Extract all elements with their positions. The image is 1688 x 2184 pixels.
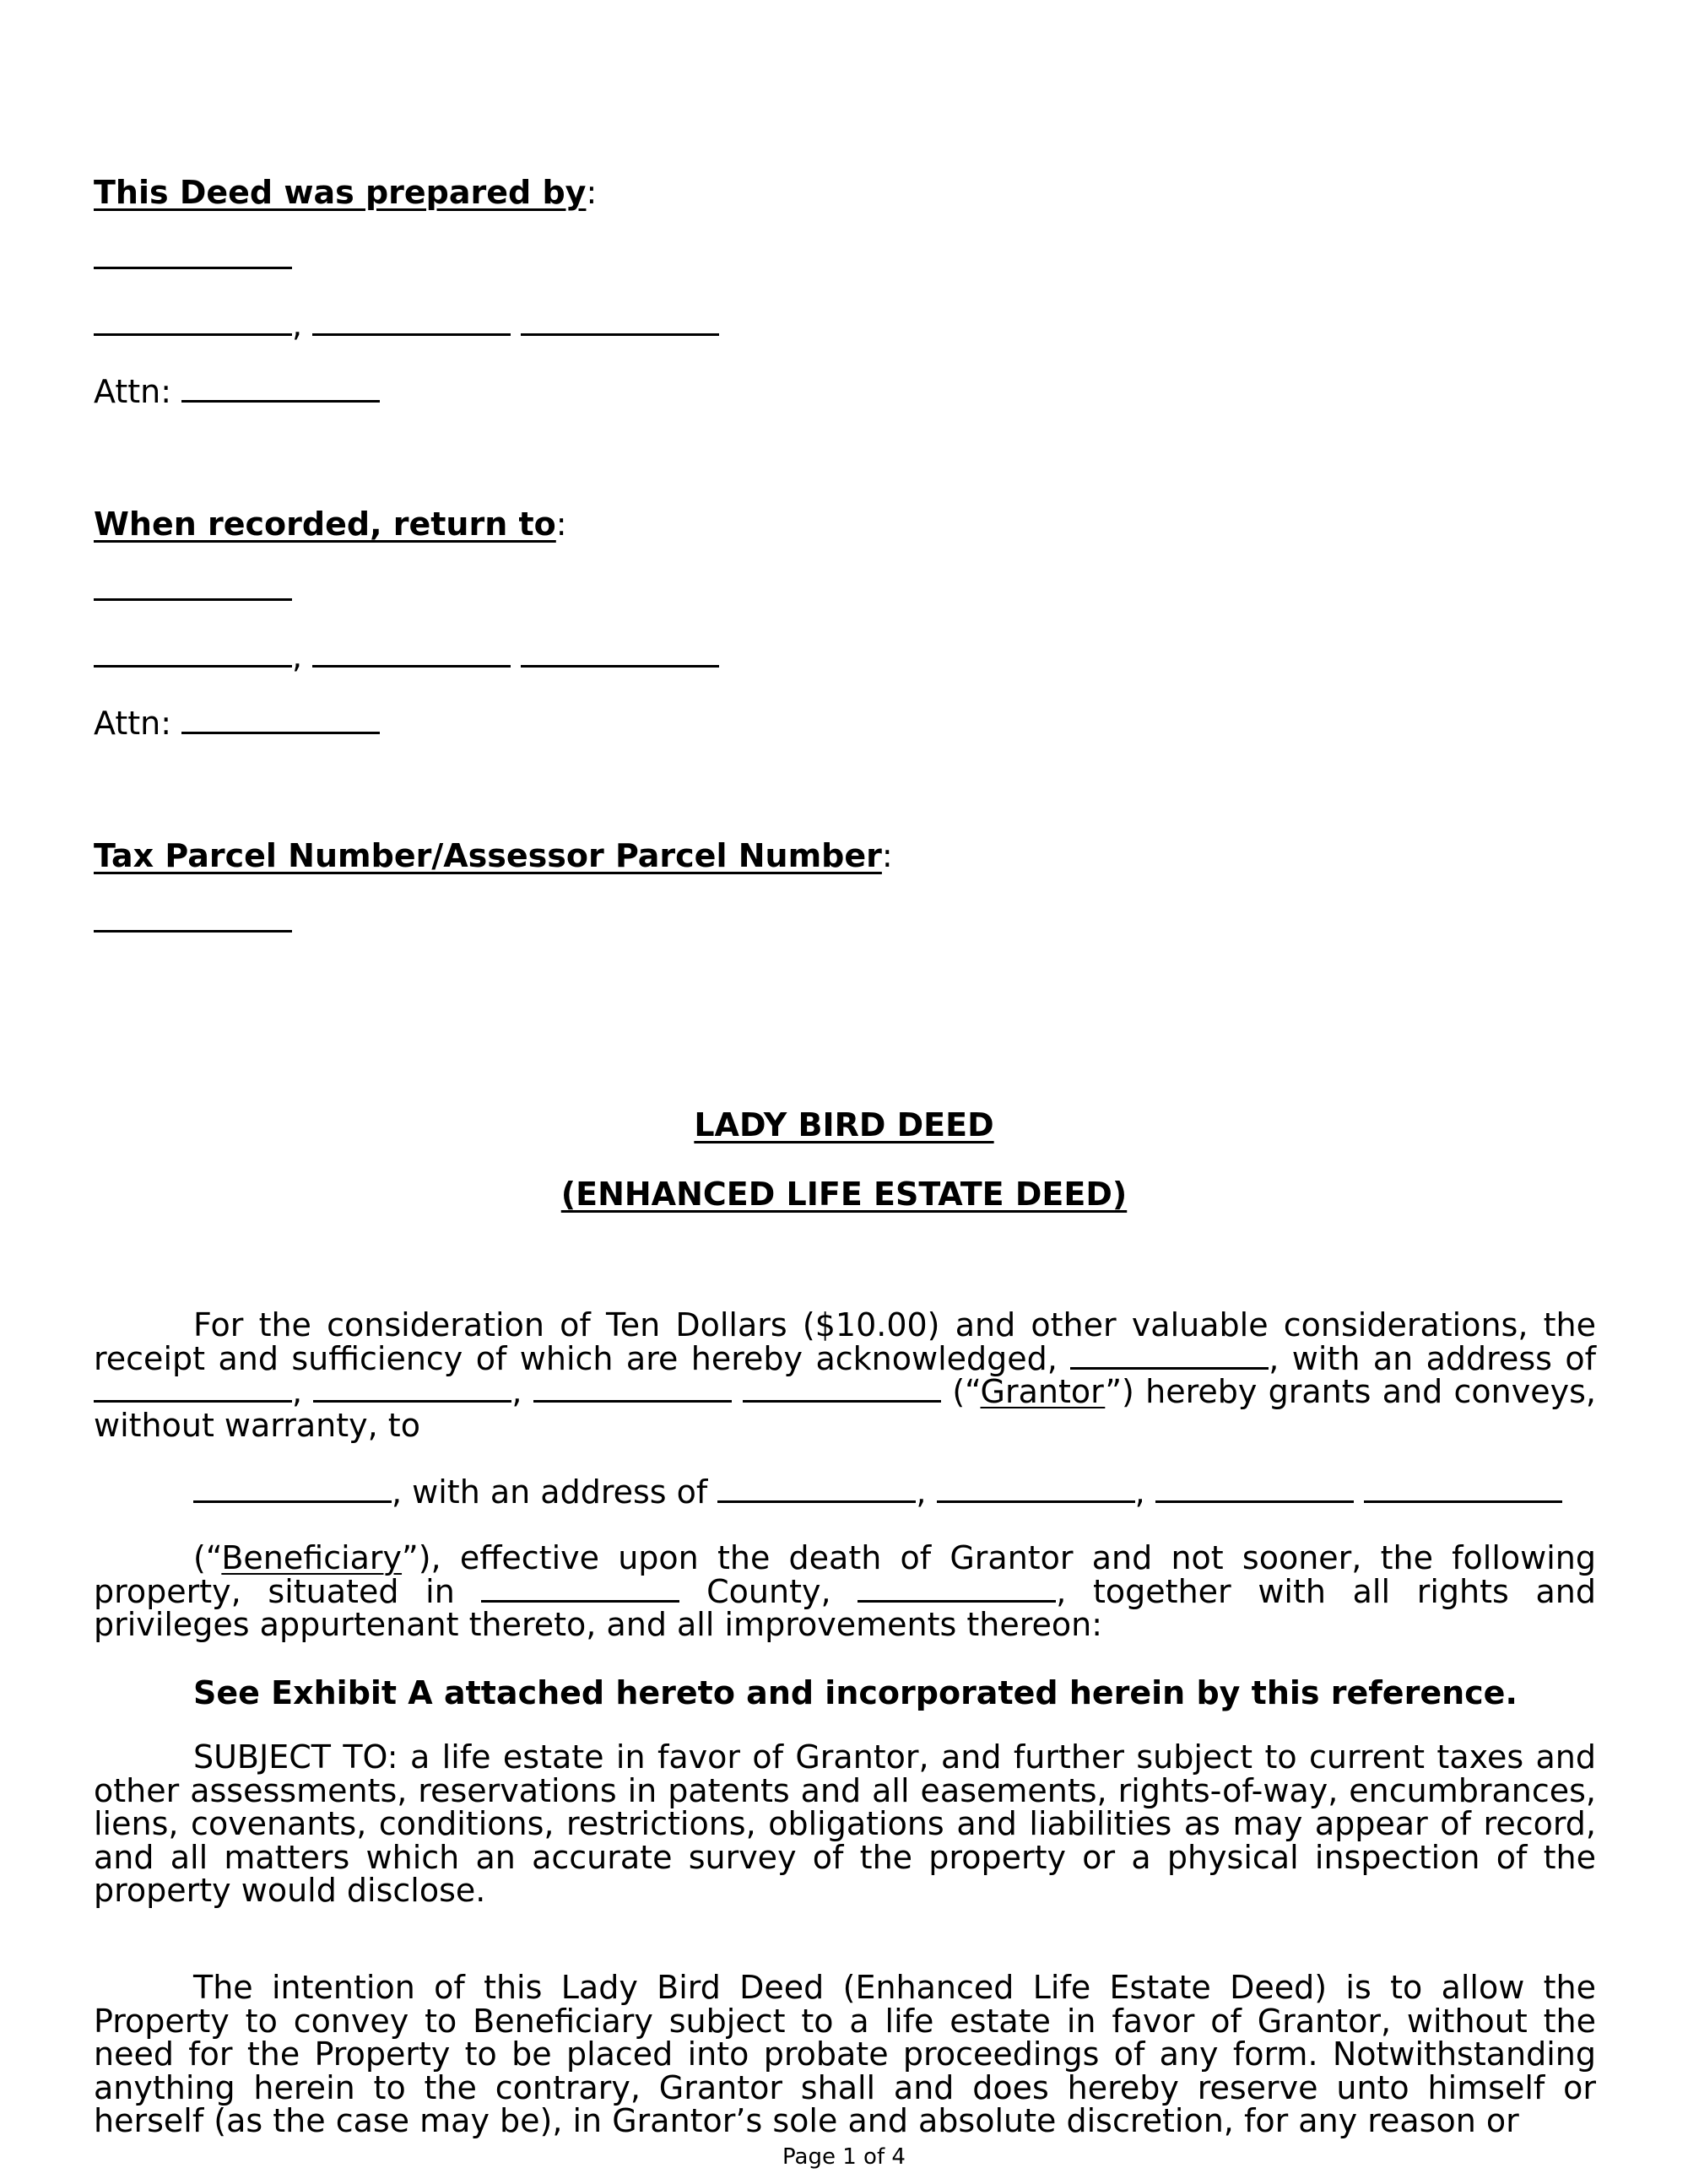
- tax-parcel-heading: Tax Parcel Number/Assessor Parcel Number:: [94, 837, 893, 874]
- intention-paragraph: The intention of this Lady Bird Deed (Enhanced Life Estate Deed) is to allow the Property to convey to Beneficiary subject to a life estate in favor of Grantor, without the need for the Property to be placed into probate proceedings of any form. Notwithstanding anything herein to the contrary, Grantor shall and does hereby reserve unto himself or herself (as the case may be), in Grantor’s sole and absolute discretion, for any reason or: [94, 1969, 1596, 2139]
- prepared-by-address-blanks: ,: [94, 305, 719, 344]
- beneficiary-address-line: , with an address of , ,: [193, 1473, 1562, 1511]
- prepared-by-attn: Attn:: [94, 372, 380, 411]
- consideration-paragraph: For the consideration of Ten Dollars ($10.00) and other valuable considerations, the receipt and sufficiency of which are hereby acknowledged, , with an address of , , (“Grantor”) hereby grants and conveys, without warranty, to: [94, 1306, 1596, 1444]
- page-number: Page 1 of 4: [782, 2144, 906, 2170]
- return-to-address-blanks: ,: [94, 637, 719, 676]
- subject-to-paragraph: SUBJECT TO: a life estate in favor of Grantor, and further subject to current taxes and other assessments, reservations in patents and all easements, rights-of-way, encumbrances, liens, covenants, conditions, restrictions, obligations and liabilities as may appear of record, and all matters which an accurate survey of the property or a physical inspection of the property would disclose.: [94, 1738, 1596, 1909]
- beneficiary-term: Beneficiary: [221, 1539, 403, 1576]
- return-to-attn: Attn:: [94, 704, 380, 743]
- prepared-by-heading: This Deed was prepared by:: [94, 174, 598, 211]
- deed-subtitle: (ENHANCED LIFE ESTATE DEED): [560, 1176, 1128, 1213]
- exhibit-reference: See Exhibit A attached hereto and incorporated herein by this reference.: [193, 1674, 1518, 1711]
- return-to-name-blank: [94, 570, 292, 609]
- return-to-heading: When recorded, return to:: [94, 505, 567, 543]
- grantor-term: Grantor: [980, 1373, 1106, 1410]
- tax-parcel-blank: [94, 902, 292, 941]
- beneficiary-paragraph: (“Beneficiary”), effective upon the death of Grantor and not sooner, the following property, situated in County, , together with all rights and privileges appurtenant thereto, and all improvements thereon:: [94, 1539, 1596, 1643]
- prepared-by-name-blank: [94, 239, 292, 278]
- deed-title: LADY BIRD DEED: [694, 1106, 994, 1143]
